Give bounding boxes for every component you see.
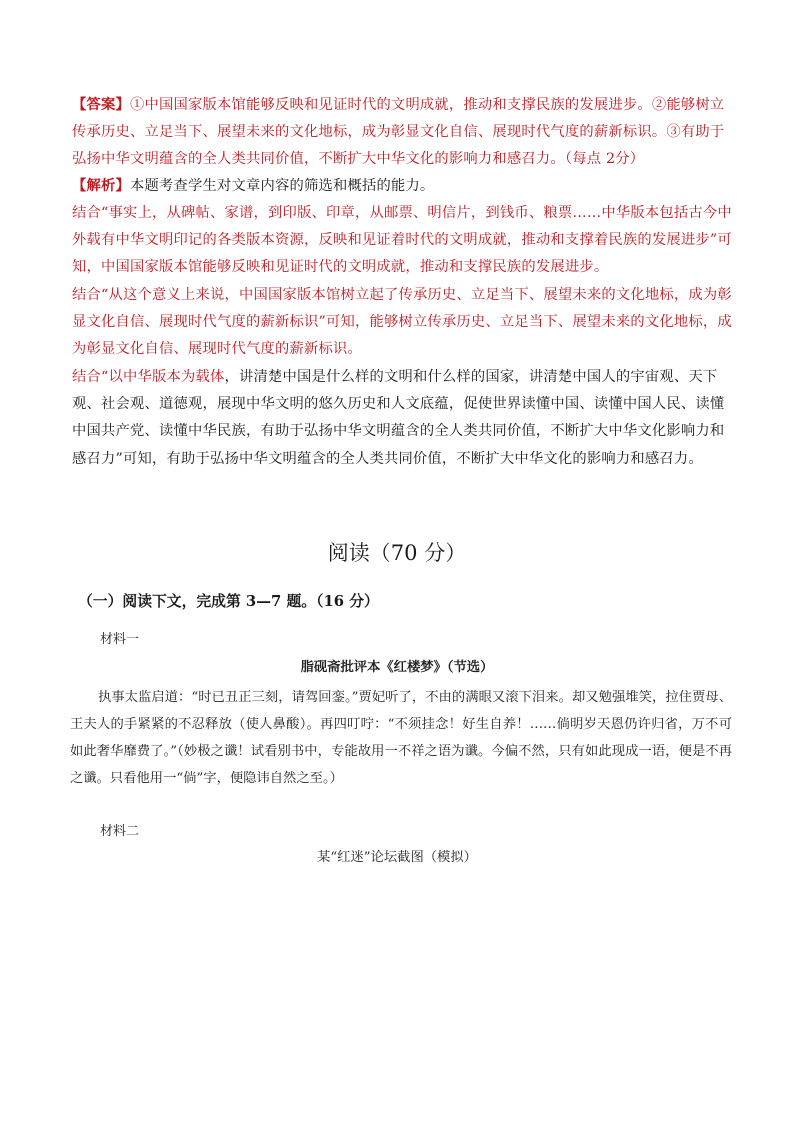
analysis-intro <box>72 173 732 200</box>
material-1-label: 材料一 <box>100 632 140 647</box>
analysis-paragraph-3-prefix: 结合“以中华版本为载体 <box>72 369 225 385</box>
answer-tag: 【答案】 <box>72 97 130 113</box>
analysis-tag: 【解析】 <box>72 178 130 194</box>
analysis-paragraph-1: 结合“事实上，从碑帖、家谱，到印版、印章，从邮票、明信片，到钱币、粮票……中华版本包括古今中外载有中华文明印记的各类版本资源，反映和见证着时代的文明成就，推动和支撑着民族的发展进步”可知，中国国家版本馆能够反映和见证时代的文明成就，推动和支撑民族的发展进步。 <box>72 205 732 276</box>
material-2-title: 某“红迷”论坛截图（模拟） <box>317 850 477 865</box>
answer-paragraph <box>72 92 732 174</box>
answer-text: ①中国国家版本馆能够反映和见证时代的文明成就，推动和支撑民族的发展进步。②能够树立传承历史、立足当下、展望未来的文化地标，成为彰显文化自信、展现时代气度的薪新标识。③有助于弘扬中华文明蕴含的全人类共同价值，不断扩大中华文化的影响力和感召力。（每点 2分） <box>72 97 725 168</box>
analysis-paragraph-2: 结合“从这个意义上来说，中国国家版本馆树立起了传承历史、立足当下、展望未来的文化地标，成为彰显文化自信、展现时代气度的薪新标识”可知，能够树立传承历史、立足当下、展望未来的文化地标，成为彰显文化自信、展现时代气度的薪新标识。 <box>72 287 732 358</box>
reading-task-heading: （一）阅读下文，完成第 3—7 题。（16 分） <box>78 593 379 610</box>
analysis-intro-text: 本题考查学生对文章内容的筛选和概括的能力。 <box>130 178 435 194</box>
section-title: 阅读（70 分） <box>327 541 467 565</box>
material-1-title: 脂砚斋批评本《红楼梦》（节选） <box>300 660 494 675</box>
material-1-excerpt: 执事太监启道：“时已丑正三刻，请驾回銮。”贾妃听了，不由的满眼又滚下泪来。却又勉强堆笑，拉住贾母、王夫人的手紧紧的不忍释放（使人鼻酸）。再四叮咛：“不须挂念！好生自养！……倘明岁天恩仍许归省，万不可如此奢华靡费了。”（妙极之谶！试看别书中，专能故用一不祥之语为谶。今偏不然，只有如此现成一语，便是不再之谶。只看他用一“倘”字，便隐讳自然之至。） <box>70 690 732 786</box>
analysis-paragraph-3-rest: ，讲清楚中国是什么样的文明和什么样的国家，讲清楚中国人的宇宙观、天下观、社会观、道德观，展现中华文明的悠久历史和人文底蕴，促使世界读懂中国、读懂中国人民、读懂中国共产党、读懂中华民族，有助于弘扬中华文明蕴含的全人类共同价值，不断扩大中华文化影响力和感召力”可知，有助于弘扬中华文明蕴含的全人类共同价值，不断扩大中华文化的影响力和感召力。 <box>72 369 725 467</box>
analysis-paragraph-3 <box>72 364 732 473</box>
material-2-label: 材料二 <box>100 824 140 839</box>
